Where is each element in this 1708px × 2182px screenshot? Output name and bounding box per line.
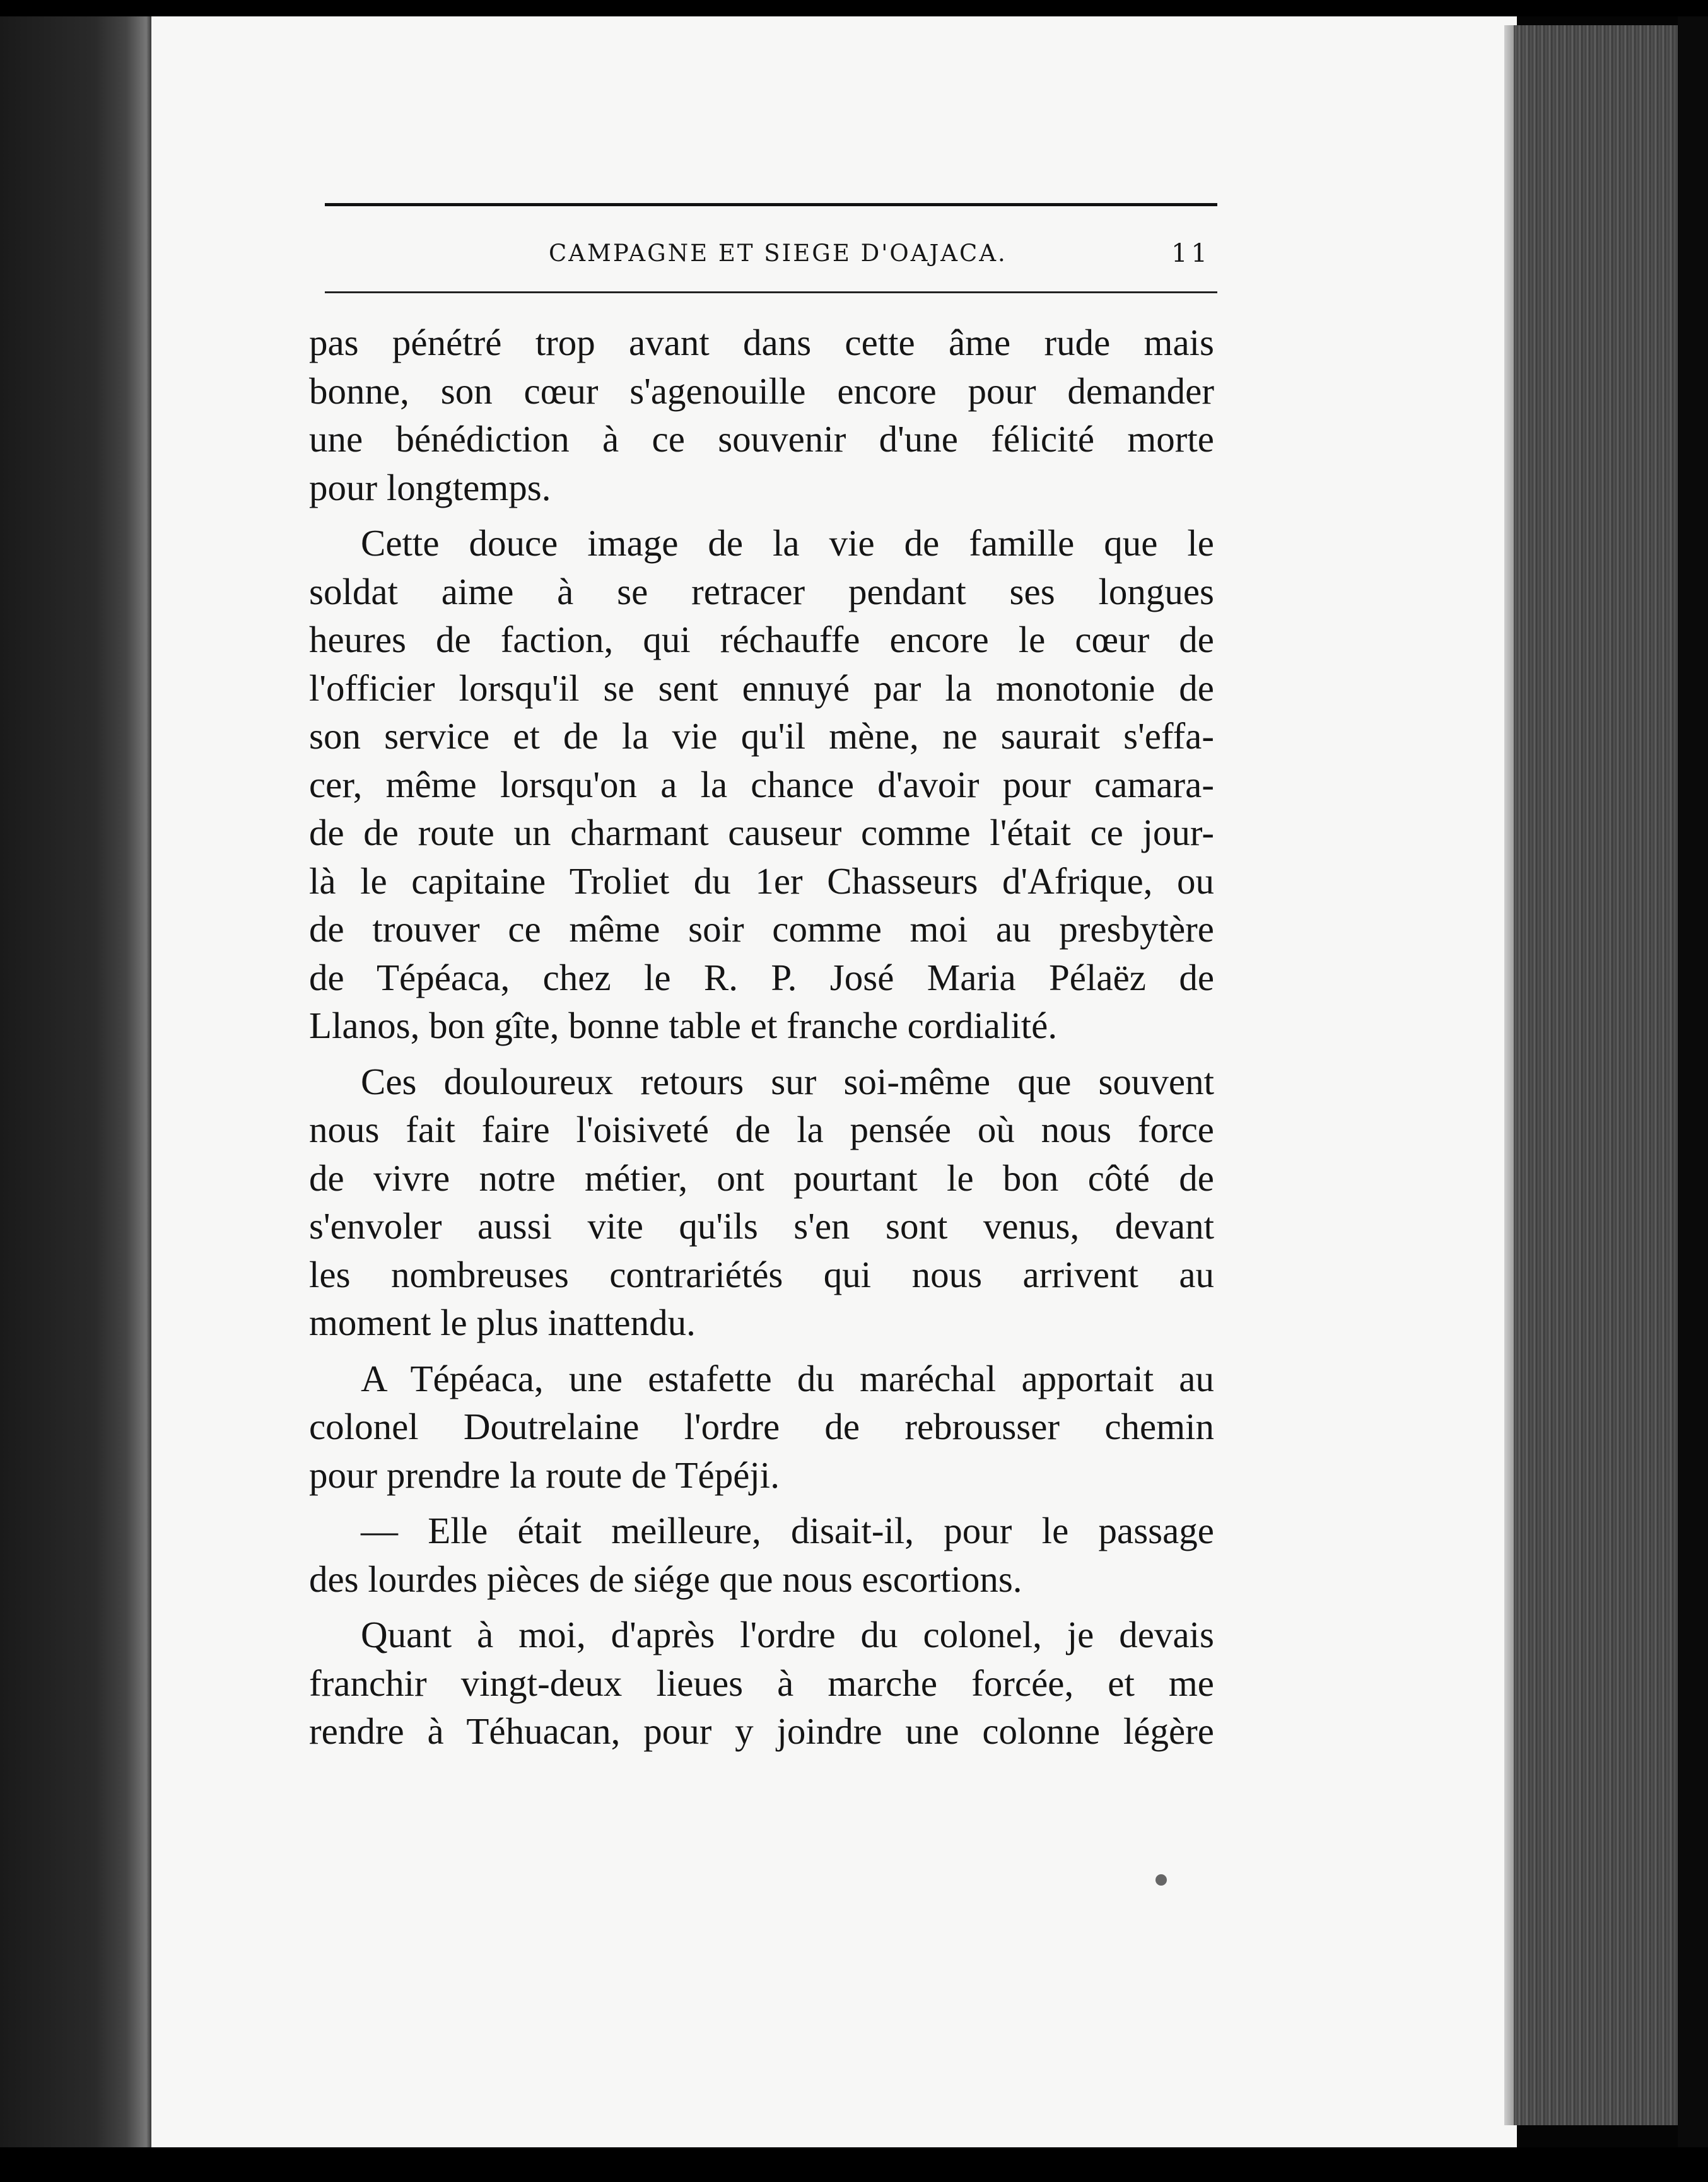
text-line: l'officier lorsqu'il se sent ennuyé par la monotonie de <box>309 667 1214 709</box>
header-rule-top <box>325 203 1217 206</box>
left-page-edge <box>0 0 158 2182</box>
text-line: Cette douce image de la vie de famille que le <box>361 522 1214 564</box>
text-line: — Elle était meilleure, disait-il, pour le passage <box>361 1510 1214 1551</box>
text-line: des lourdes pièces de siége que nous escortions. <box>309 1558 1022 1600</box>
ink-speck <box>1155 1874 1167 1886</box>
text-line: Quant à moi, d'après l'ordre du colonel, je devais <box>361 1614 1214 1655</box>
text-line: A Tépéaca, une estafette du maréchal apportait au <box>361 1357 1214 1399</box>
text-line: son service et de la vie qu'il mène, ne saurait s'effa- <box>309 715 1214 757</box>
right-scan-border <box>1678 0 1708 2182</box>
text-line: nous fait faire l'oisiveté de la pensée où nous force <box>309 1109 1214 1150</box>
text-line: de de route un charmant causeur comme l'était ce jour- <box>309 812 1214 853</box>
running-title: CAMPAGNE ET SIEGE D'OAJACA. <box>549 240 1007 267</box>
text-line: moment le plus inattendu. <box>309 1302 696 1343</box>
text-line: s'envoler aussi vite qu'ils s'en sont venus, devant <box>309 1205 1214 1247</box>
text-line: de Tépéaca, chez le R. P. José Maria Pélaëz de <box>309 956 1214 998</box>
bottom-scan-border <box>0 2147 1708 2182</box>
paragraph <box>309 318 1214 511</box>
text-line: pas pénétré trop avant dans cette âme rude mais <box>309 322 1214 363</box>
text-line: pour longtemps. <box>309 466 551 508</box>
text-line: heures de faction, qui réchauffe encore le cœur de <box>309 619 1214 660</box>
header-rule-bottom <box>325 291 1217 293</box>
text-line: Llanos, bon gîte, bonne table et franche cordialité. <box>309 1005 1058 1046</box>
page-number: 11 <box>1171 239 1211 268</box>
paragraph <box>309 1611 1214 1756</box>
text-line: une bénédiction à ce souvenir d'une félicité morte <box>309 418 1214 460</box>
body-text <box>309 318 1214 1756</box>
text-line: Ces douloureux retours sur soi-même que souvent <box>361 1060 1214 1102</box>
text-line: les nombreuses contrariétés qui nous arrivent au <box>309 1253 1214 1295</box>
paragraph <box>309 1507 1214 1603</box>
paragraph <box>309 519 1214 1050</box>
text-line: cer, même lorsqu'on a la chance d'avoir pour camara- <box>309 763 1214 805</box>
text-line: rendre à Téhuacan, pour y joindre une colonne légère <box>309 1710 1214 1752</box>
book-block-edge <box>1514 25 1681 2125</box>
paragraph <box>309 1058 1214 1347</box>
running-head <box>325 235 1217 272</box>
paragraph <box>309 1355 1214 1500</box>
text-line: franchir vingt-deux lieues à marche forcée, et me <box>309 1662 1214 1704</box>
top-scan-border <box>0 0 1708 16</box>
text-line: bonne, son cœur s'agenouille encore pour demander <box>309 370 1214 412</box>
text-line: soldat aime à se retracer pendant ses longues <box>309 570 1214 612</box>
text-line: de trouver ce même soir comme moi au presbytère <box>309 908 1214 950</box>
text-line: là le capitaine Troliet du 1er Chasseurs d'Afrique, ou <box>309 860 1214 902</box>
text-line: de vivre notre métier, ont pourtant le bon côté de <box>309 1157 1214 1199</box>
text-line: colonel Doutrelaine l'ordre de rebrousser chemin <box>309 1406 1214 1447</box>
text-line: pour prendre la route de Tépéji. <box>309 1454 780 1496</box>
